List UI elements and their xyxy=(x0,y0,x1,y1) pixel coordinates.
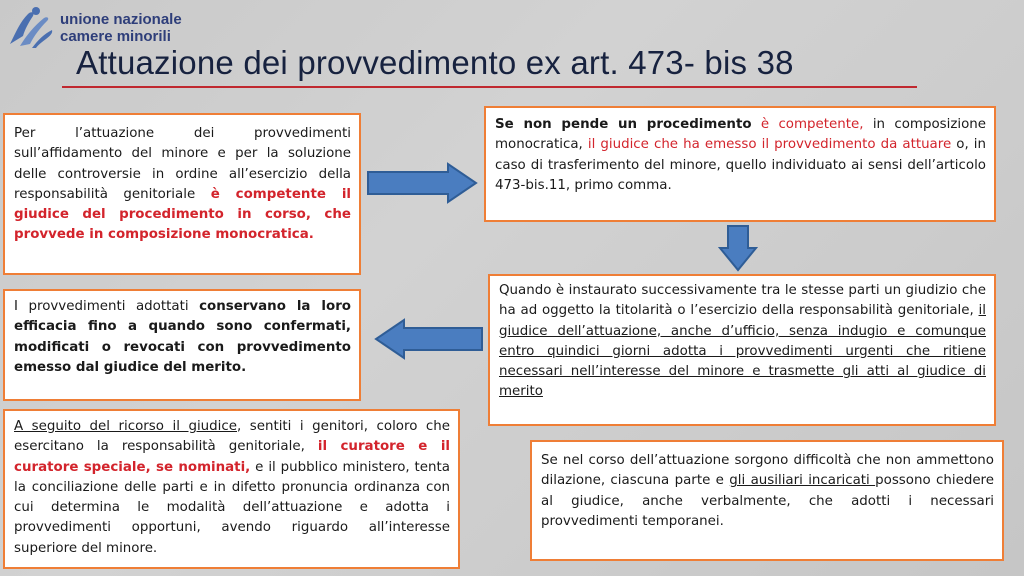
logo-text xyxy=(60,11,182,45)
monocratic-text: in composizione monocratica, xyxy=(495,117,987,153)
efficacy-box xyxy=(3,289,361,401)
conciliation-box xyxy=(3,409,460,569)
temporary-measures-text: possono chiedere al giudice, anche verbalmente, che adotti i necessari provvedimenti temporanei. xyxy=(541,473,995,529)
competent-text: è competente, xyxy=(760,117,864,132)
competence-pending-box xyxy=(3,113,361,275)
logo-line-1: unione nazionale xyxy=(60,11,182,28)
page-title: Attuazione dei provvedimento ex art. 473- bis 38 xyxy=(76,44,794,81)
title-underline xyxy=(62,86,917,88)
difficulties-text: Se nel corso dell’attuazione sorgono difficoltà che non ammettono dilazione, ciascuna parte e xyxy=(541,453,994,489)
heard-parties-text: , sentiti i genitori, coloro che esercitano la responsabilità genitoriale, xyxy=(14,419,450,455)
execution-judge-text: il giudice dell’attuazione, anche d’ufficio, senza indugio e comunque entro quindici giorni adotta i provvedimenti urgenti che ritiene necessari nell’interesse del minore e trasmette gli atti al giudice di merito xyxy=(499,303,986,400)
curator-text: il curatore e il curatore speciale, se nominati, xyxy=(14,439,450,475)
appeal-text: A seguito del ricorso il giudice xyxy=(14,419,237,434)
competence-not-pending-box xyxy=(484,106,996,222)
subsequent-proceeding-box xyxy=(488,274,996,426)
transfer-text: o, in caso di trasferimento del minore, quello individuato ai sensi dell’articolo 473-bis.11, primo comma. xyxy=(495,137,987,193)
arrow-left-icon xyxy=(374,318,484,360)
difficulties-box xyxy=(530,440,1004,561)
conciliation-text: e il pubblico ministero, tenta la conciliazione delle parti e in difetto pronuncia ordinanza con cui determina le modalità dell’attuazione e adotta i provvedimenti opportuni, avendo riguardo all’interesse superiore del minore. xyxy=(14,459,450,556)
competence-pending-highlight: è competente il giudice del procedimento in corso, che provvede in composizione monocratica. xyxy=(14,186,352,243)
competence-pending-text: Per l’attuazione dei provvedimenti sull’affidamento del minore e per la soluzione delle controversie in ordine all’esercizio della responsabilità genitoriale xyxy=(14,126,351,202)
subsequent-proceeding-text: Quando è instaurato successivamente tra le stesse parti un giudizio che ha ad oggetto la titolarità o l’esercizio della responsabilità genitoriale, xyxy=(499,283,986,319)
logo-line-2: camere minorili xyxy=(60,28,171,45)
space xyxy=(752,117,761,132)
hands-logo-icon xyxy=(6,4,54,50)
arrow-down-icon xyxy=(718,224,758,272)
arrow-right-icon xyxy=(366,162,480,204)
efficacy-highlight: conservano la loro efficacia fino a quando sono confermati, modificati o revocati con provvedimento emesso dal giudice del merito. xyxy=(14,299,351,375)
issuing-judge-text: il giudice che ha emesso il provvedimento da attuare xyxy=(587,137,952,153)
efficacy-text: I provvedimenti adottati xyxy=(14,299,200,314)
auxiliaries-text: gli ausiliari incaricati xyxy=(729,473,876,489)
no-proceeding-text: Se non pende un procedimento xyxy=(495,117,752,132)
